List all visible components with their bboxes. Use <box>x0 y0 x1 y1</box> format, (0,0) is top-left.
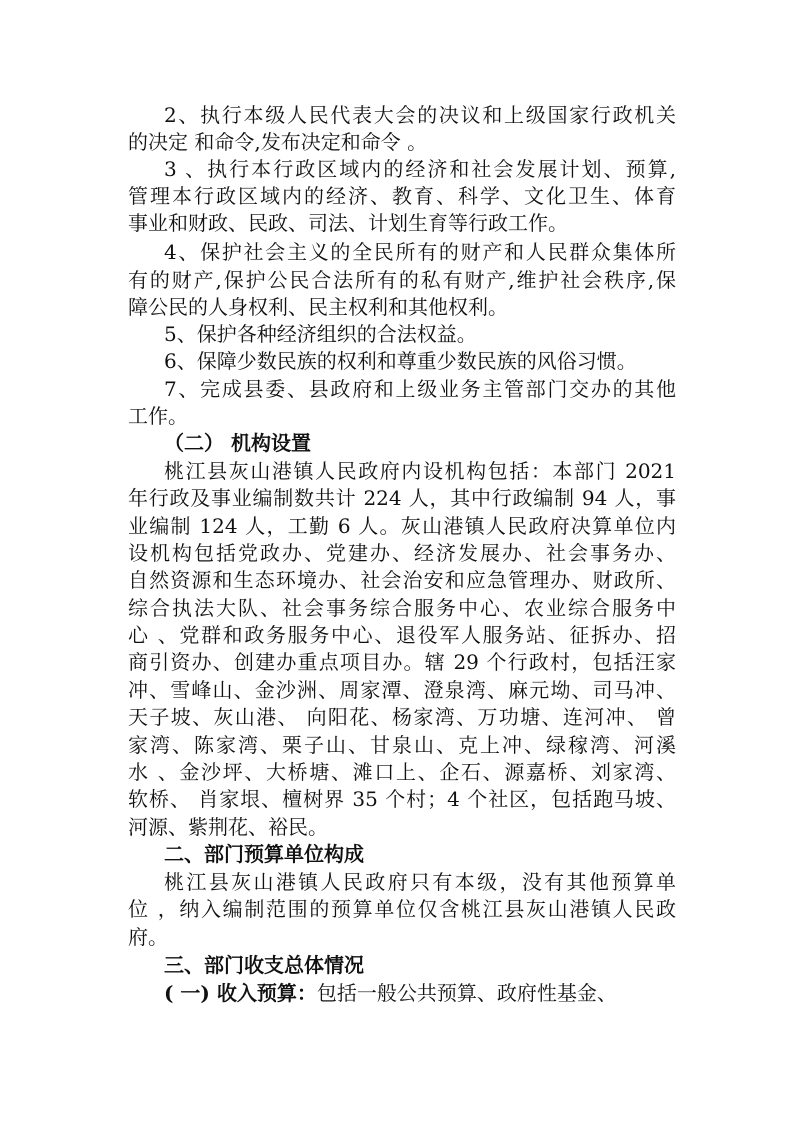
org-line-11: 家湾、陈家湾、栗子山、甘泉山、克上冲、绿稼湾、河溪 <box>128 733 676 757</box>
org-line-9: 冲、雪峰山、金沙洲、周家潭、澄泉湾、麻元坳、司马冲、 <box>128 678 676 702</box>
org-line-14: 河源、紫荆花、裕民。 <box>128 815 328 839</box>
org-line-2: 年行政及事业编制数共计 224 人，其中行政编制 94 人，事 <box>128 486 676 510</box>
income-line <box>164 981 676 1005</box>
paragraph-7-line-1: 7、完成县委、县政府和上级业务主管部门交办的其他 <box>164 377 676 401</box>
paragraph-2-line-2: 的决定 和命令,发布决定和命令 。 <box>128 130 428 154</box>
org-line-6: 综合执法大队、社会事务综合服务中心、农业综合服务中 <box>128 596 676 620</box>
units-line-3: 府。 <box>128 925 168 949</box>
income-text: 包括一般公共预算、政府性基金、 <box>316 981 617 1005</box>
section-heading-units: 二、部门预算单位构成 <box>164 842 364 866</box>
org-line-7: 心 、党群和政务服务中心、退役军人服务站、征拆办、招 <box>128 623 676 647</box>
paragraph-7-line-2: 工作。 <box>128 404 188 428</box>
section-heading-overview: 三、部门收支总体情况 <box>164 953 364 977</box>
paragraph-3-line-2: 管理本行政区域内的经济、教育、科学、文化卫生、体育 <box>128 184 676 208</box>
org-line-13: 软桥、 肖家垠、檀树界 35 个村；4 个社区，包括跑马坡、 <box>128 787 676 811</box>
paragraph-4-line-2: 有的财产,保护公民合法所有的私有财产,维护社会秩序,保 <box>128 268 676 292</box>
paragraph-4-line-3: 障公民的人身权利、民主权利和其他权利。 <box>128 295 508 319</box>
paragraph-5: 5、保护各种经济组织的合法权益。 <box>164 322 477 346</box>
paragraph-4-line-1: 4、保护社会主义的全民所有的财产和人民群众集体所 <box>164 240 676 264</box>
org-line-5: 自然资源和生态环境办、社会治安和应急管理办、财政所、 <box>128 568 676 592</box>
org-line-3: 业编制 124 人，工勤 6 人。灰山港镇人民政府决算单位内 <box>128 514 676 538</box>
paragraph-6: 6、保障少数民族的权利和尊重少数民族的风俗习惯。 <box>164 349 637 373</box>
section-heading-org: （二） 机构设置 <box>164 431 311 455</box>
org-line-10: 天子坡、灰山港、 向阳花、杨家湾、万功塘、连河冲、 曾 <box>128 705 676 729</box>
income-label: ( 一) 收入预算： <box>164 981 317 1005</box>
units-line-2: 位 ，纳入编制范围的预算单位仅含桃江县灰山港镇人民政 <box>128 897 676 921</box>
paragraph-2-line-1: 2、执行本级人民代表大会的决议和上级国家行政机关 <box>164 103 676 127</box>
paragraph-3-line-1: 3 、执行本行政区域内的经济和社会发展计划、预算, <box>164 157 676 181</box>
units-line-1: 桃江县灰山港镇人民政府只有本级，没有其他预算单 <box>164 870 676 894</box>
org-line-12: 水 、金沙坪、大桥塘、滩口上、企石、源嘉桥、刘家湾、 <box>128 760 676 784</box>
org-line-4: 设机构包括党政办、党建办、经济发展办、社会事务办、 <box>128 541 676 565</box>
org-line-8: 商引资办、创建办重点项目办。辖 29 个行政村，包括汪家 <box>128 650 676 674</box>
org-line-1: 桃江县灰山港镇人民政府内设机构包括：本部门 2021 <box>164 459 676 483</box>
paragraph-3-line-3: 事业和财政、民政、司法、计划生育等行政工作。 <box>128 211 568 235</box>
